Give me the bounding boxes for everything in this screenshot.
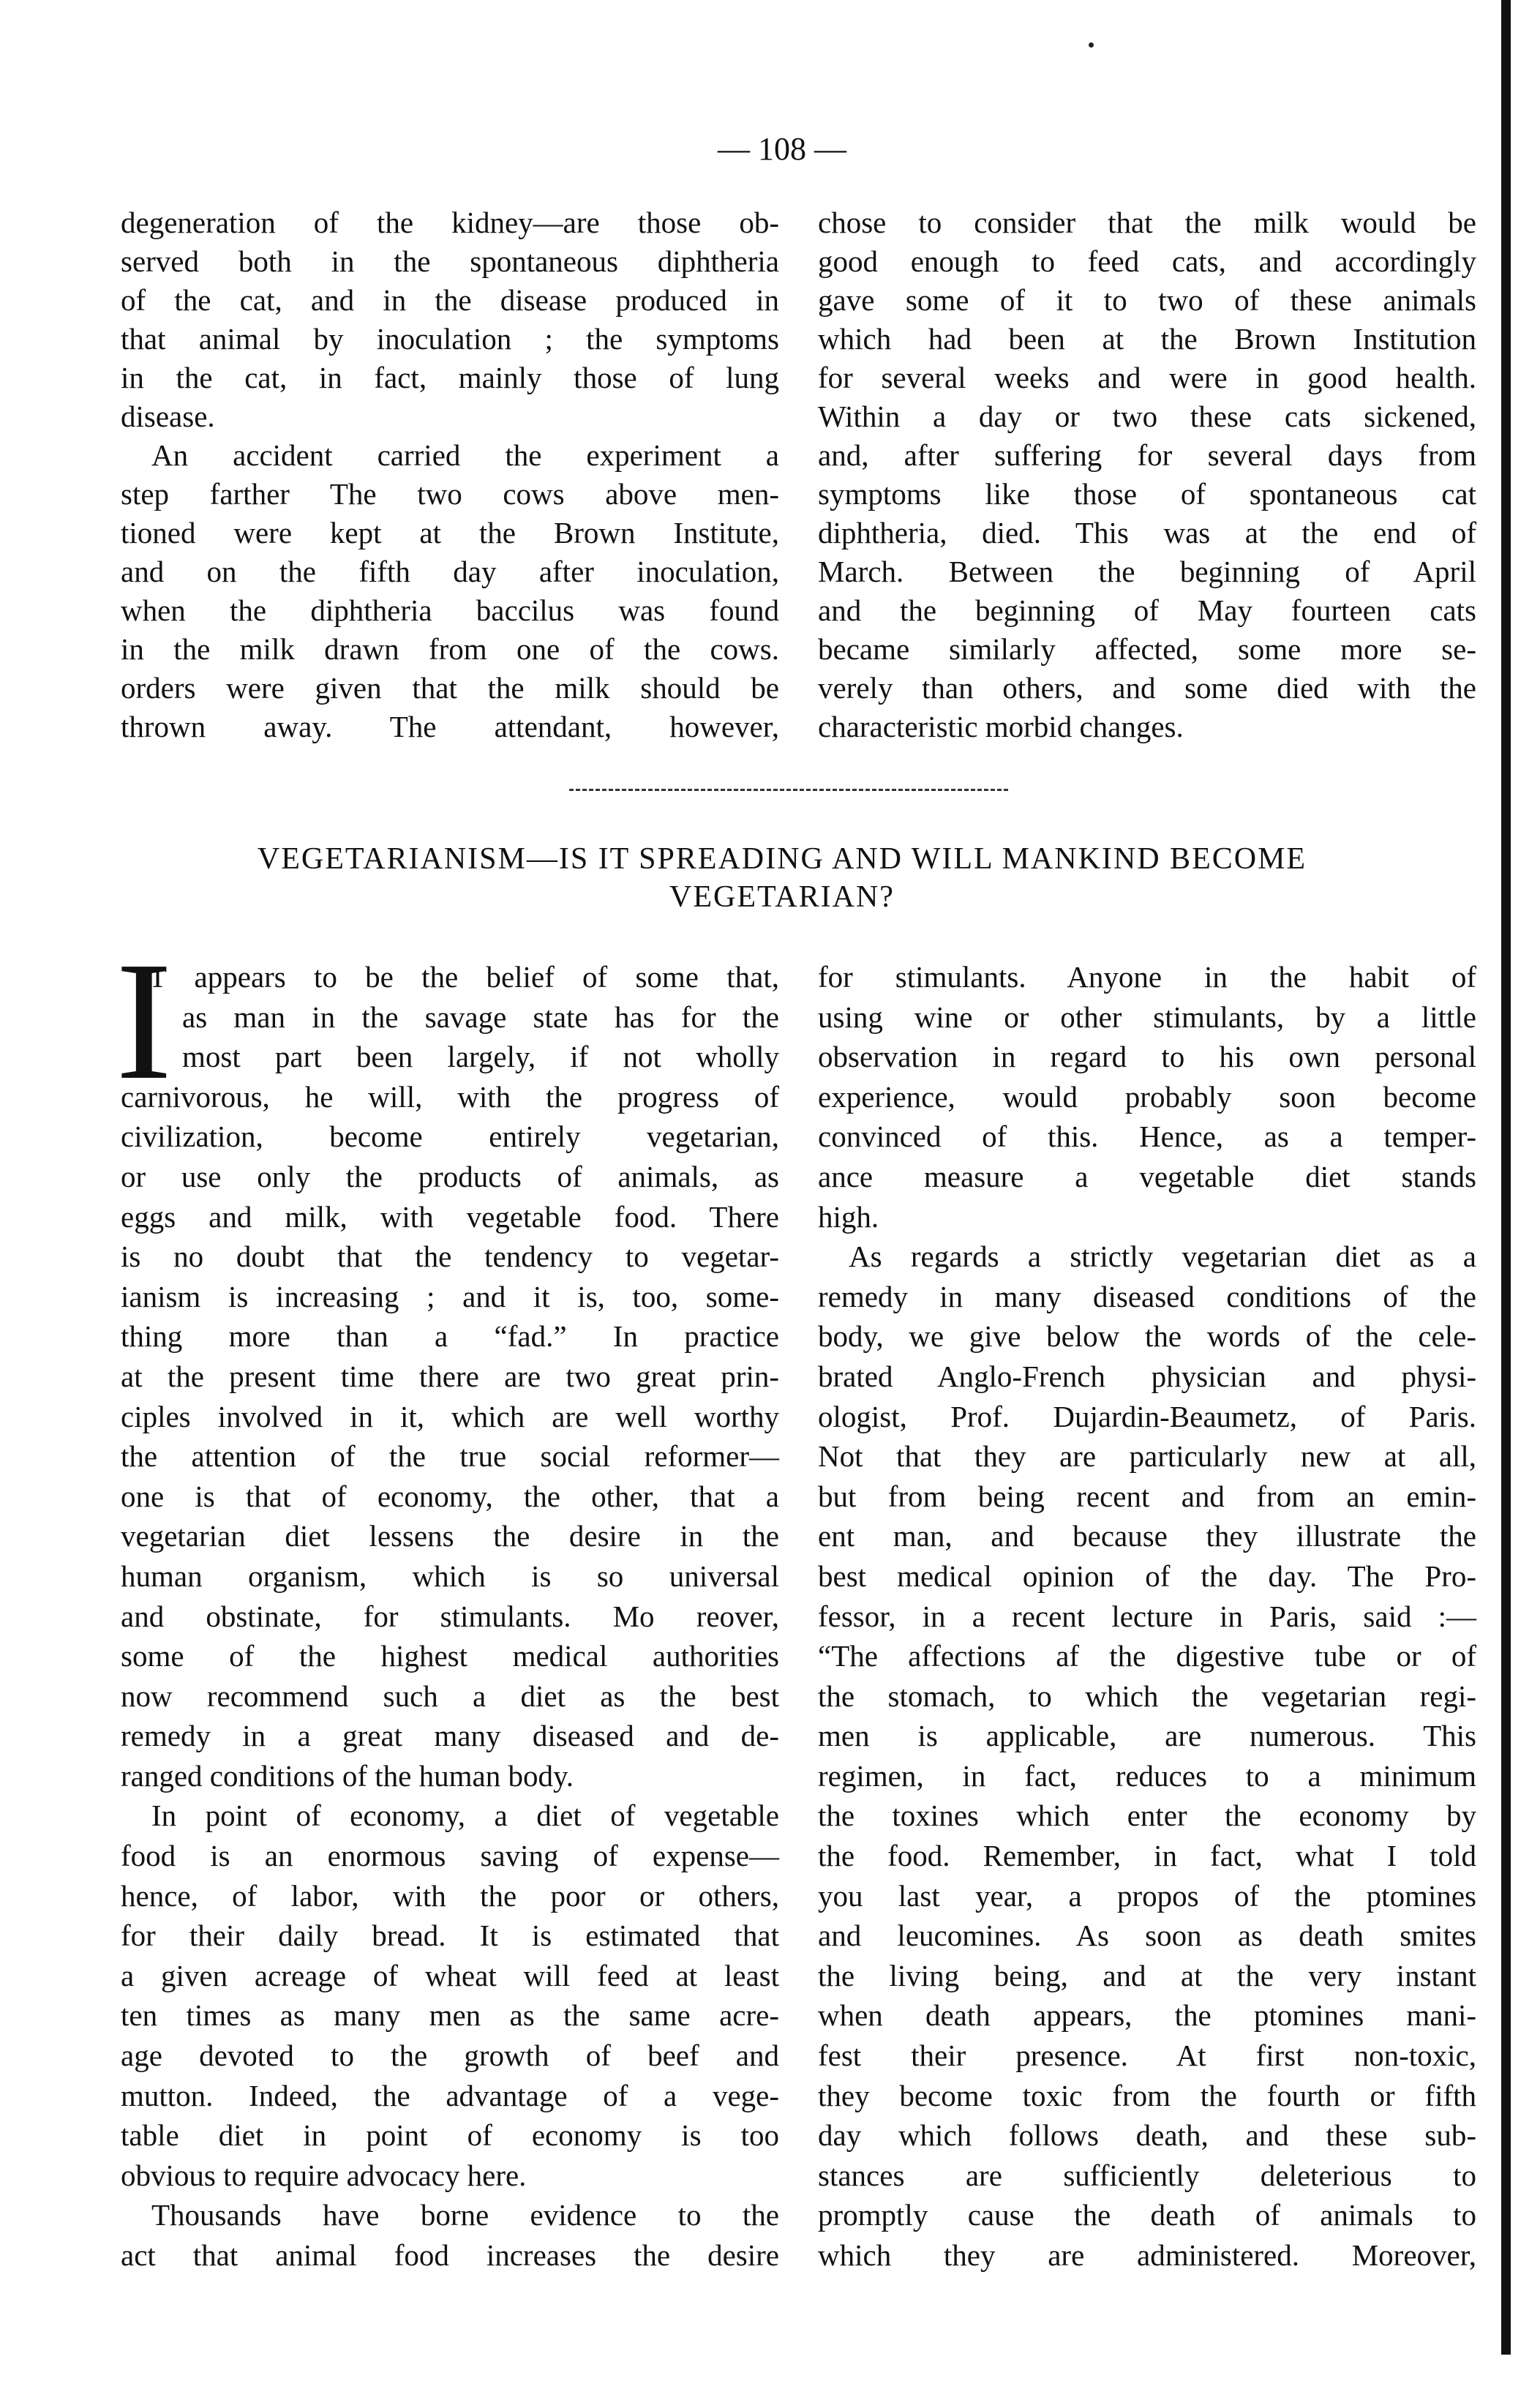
- text-line: age devoted to the growth of beef and: [121, 2039, 779, 2073]
- text-line: vegetarian diet lessens the desire in the: [121, 1519, 779, 1553]
- text-line: symptoms like those of spontaneous cat: [818, 477, 1476, 511]
- drop-cap: I: [116, 927, 173, 1115]
- text-line: diphtheria, died. This was at the end of: [818, 516, 1476, 550]
- section-divider: [569, 789, 1008, 791]
- paragraph: [121, 957, 779, 1796]
- text-line: now recommend such a diet as the best: [121, 1679, 779, 1713]
- text-line: orders were given that the milk should be: [121, 671, 779, 705]
- text-line: which had been at the Brown Institution: [818, 322, 1476, 356]
- top-left-column: [121, 203, 779, 746]
- text-line: verely than others, and some died with the: [818, 671, 1476, 705]
- text-line: one is that of economy, the other, that a: [121, 1479, 779, 1513]
- text-line: gave some of it to two of these animals: [818, 283, 1476, 317]
- text-line: In point of economy, a diet of vegetable: [151, 1799, 779, 1833]
- paragraph: [121, 436, 779, 746]
- text-line: step farther The two cows above men-: [121, 477, 779, 511]
- text-line: ance measure a vegetable diet stands: [818, 1159, 1476, 1193]
- text-line: at the present time there are two great prin-: [121, 1359, 779, 1393]
- text-line: in the milk drawn from one of the cows.: [121, 632, 779, 666]
- text-line: ianism is increasing ; and it is, too, some-: [121, 1279, 779, 1313]
- text-line: human organism, which is so universal: [121, 1559, 779, 1593]
- paragraph: [818, 957, 1476, 1237]
- text-line: ologist, Prof. Dujardin-Beaumetz, of Paris.: [818, 1399, 1476, 1433]
- text-line: when death appears, the ptomines mani-: [818, 1998, 1476, 2033]
- article-right-column: [818, 957, 1476, 2276]
- text-line: the living being, and at the very instant: [818, 1958, 1476, 1992]
- text-line: chose to consider that the milk would be: [818, 206, 1476, 239]
- text-line: and obstinate, for stimulants. Mo reover,: [121, 1599, 779, 1633]
- text-line: the stomach, to which the vegetarian regi-: [818, 1679, 1476, 1713]
- text-line: ent man, and because they illustrate the: [818, 1519, 1476, 1553]
- text-line: day which follows death, and these sub-: [818, 2118, 1476, 2153]
- text-line: carnivorous, he will, with the progress of: [121, 1079, 779, 1114]
- text-line: in the cat, in fact, mainly those of lung: [121, 361, 779, 394]
- text-line: As regards a strictly vegetarian diet as a: [849, 1239, 1476, 1274]
- text-line: Not that they are particularly new at all,: [818, 1439, 1476, 1474]
- text-line: or use only the products of animals, as: [121, 1159, 779, 1193]
- text-line: the food. Remember, in fact, what I told: [818, 1839, 1476, 1873]
- text-line: remedy in a great many diseased and de-: [121, 1719, 779, 1753]
- article-title-line-1: VEGETARIANISM—IS IT SPREADING AND WILL MANKIND BECOME: [257, 842, 1307, 876]
- text-line: fest their presence. At first non-toxic,: [818, 2039, 1476, 2073]
- text-line: most part been largely, if not wholly: [182, 1040, 779, 1074]
- paragraph: [818, 203, 1476, 746]
- text-line: of the cat, and in the disease produced in: [121, 283, 779, 317]
- paragraph: [121, 1796, 779, 2195]
- text-line: Thousands have borne evidence to the: [151, 2198, 779, 2232]
- text-line: for their daily bread. It is estimated that: [121, 1919, 779, 1953]
- text-line: is no doubt that the tendency to vegetar-: [121, 1239, 779, 1274]
- text-line: men is applicable, are numerous. This: [818, 1719, 1476, 1753]
- text-line: when the diphtheria baccilus was found: [121, 593, 779, 627]
- text-line: degeneration of the kidney—are those ob-: [121, 206, 779, 239]
- text-line: food is an enormous saving of expense—: [121, 1839, 779, 1873]
- text-line: remedy in many diseased conditions of the: [818, 1279, 1476, 1313]
- print-speck: [1089, 42, 1094, 48]
- text-line: Within a day or two these cats sickened,: [818, 400, 1476, 433]
- text-line: and on the fifth day after inoculation,: [121, 555, 779, 588]
- text-line: became similarly affected, some more se-: [818, 632, 1476, 666]
- text-line: they become toxic from the fourth or fifth: [818, 2078, 1476, 2112]
- text-line: brated Anglo-French physician and physi-: [818, 1359, 1476, 1393]
- text-line: the attention of the true social reformer—: [121, 1439, 779, 1474]
- text-line: regimen, in fact, reduces to a minimum: [818, 1758, 1476, 1793]
- top-right-column: [818, 203, 1476, 746]
- text-line: March. Between the beginning of April: [818, 555, 1476, 588]
- text-line: using wine or other stimulants, by a little: [818, 1000, 1476, 1034]
- text-line: mutton. Indeed, the advantage of a vege-: [121, 2078, 779, 2112]
- text-line: and, after suffering for several days from: [818, 438, 1476, 472]
- text-line: hence, of labor, with the poor or others,: [121, 1878, 779, 1913]
- article-left-column: [121, 957, 779, 2276]
- text-line: the toxines which enter the economy by: [818, 1799, 1476, 1833]
- paragraph: [121, 2195, 779, 2275]
- text-line: ciples involved in it, which are well worthy: [121, 1399, 779, 1433]
- text-line: observation in regard to his own personal: [818, 1040, 1476, 1074]
- text-line: good enough to feed cats, and accordingly: [818, 244, 1476, 278]
- text-line: some of the highest medical authorities: [121, 1639, 779, 1673]
- text-line: thrown away. The attendant, however,: [121, 710, 779, 743]
- text-line: An accident carried the experiment a: [151, 438, 779, 472]
- text-line: as man in the savage state has for the: [182, 1000, 779, 1034]
- text-line: obvious to require advocacy here.: [121, 2158, 527, 2192]
- text-line: high.: [818, 1199, 879, 1234]
- text-line: characteristic morbid changes.: [818, 710, 1184, 743]
- page-number: — 108 —: [718, 131, 846, 167]
- text-line: “The affections af the digestive tube or of: [818, 1639, 1476, 1673]
- text-line: table diet in point of economy is too: [121, 2118, 779, 2153]
- text-line: and the beginning of May fourteen cats: [818, 593, 1476, 627]
- text-line: best medical opinion of the day. The Pro-: [818, 1559, 1476, 1593]
- text-line: act that animal food increases the desire: [121, 2238, 779, 2272]
- paragraph: [121, 203, 779, 436]
- text-line: served both in the spontaneous diphtheria: [121, 244, 779, 278]
- page-edge-rule: [1501, 0, 1511, 2355]
- text-line: disease.: [121, 400, 215, 433]
- paragraph: [818, 1237, 1476, 2275]
- text-line: experience, would probably soon become: [818, 1079, 1476, 1114]
- text-line: fessor, in a recent lecture in Paris, said :—: [818, 1599, 1476, 1633]
- text-line: civilization, become entirely vegetarian,: [121, 1120, 779, 1154]
- text-line: that animal by inoculation ; the symptoms: [121, 322, 779, 356]
- text-line: which they are administered. Moreover,: [818, 2238, 1476, 2272]
- text-line: eggs and milk, with vegetable food. There: [121, 1199, 779, 1234]
- article-title-line-2: VEGETARIAN?: [669, 880, 895, 914]
- text-line: thing more than a “fad.” In practice: [121, 1319, 779, 1354]
- text-line: body, we give below the words of the cele-: [818, 1319, 1476, 1354]
- text-line: T appears to be the belief of some that,: [149, 960, 779, 994]
- text-line: ten times as many men as the same acre-: [121, 1998, 779, 2033]
- text-line: a given acreage of wheat will feed at least: [121, 1958, 779, 1992]
- text-line: convinced of this. Hence, as a temper-: [818, 1120, 1476, 1154]
- text-line: for several weeks and were in good health.: [818, 361, 1476, 394]
- text-line: but from being recent and from an emin-: [818, 1479, 1476, 1513]
- text-line: for stimulants. Anyone in the habit of: [818, 960, 1476, 994]
- text-line: and leucomines. As soon as death smites: [818, 1919, 1476, 1953]
- text-line: promptly cause the death of animals to: [818, 2198, 1476, 2232]
- text-line: stances are sufficiently deleterious to: [818, 2158, 1476, 2192]
- text-line: you last year, a propos of the ptomines: [818, 1878, 1476, 1913]
- text-line: tioned were kept at the Brown Institute,: [121, 516, 779, 550]
- text-line: ranged conditions of the human body.: [121, 1758, 574, 1793]
